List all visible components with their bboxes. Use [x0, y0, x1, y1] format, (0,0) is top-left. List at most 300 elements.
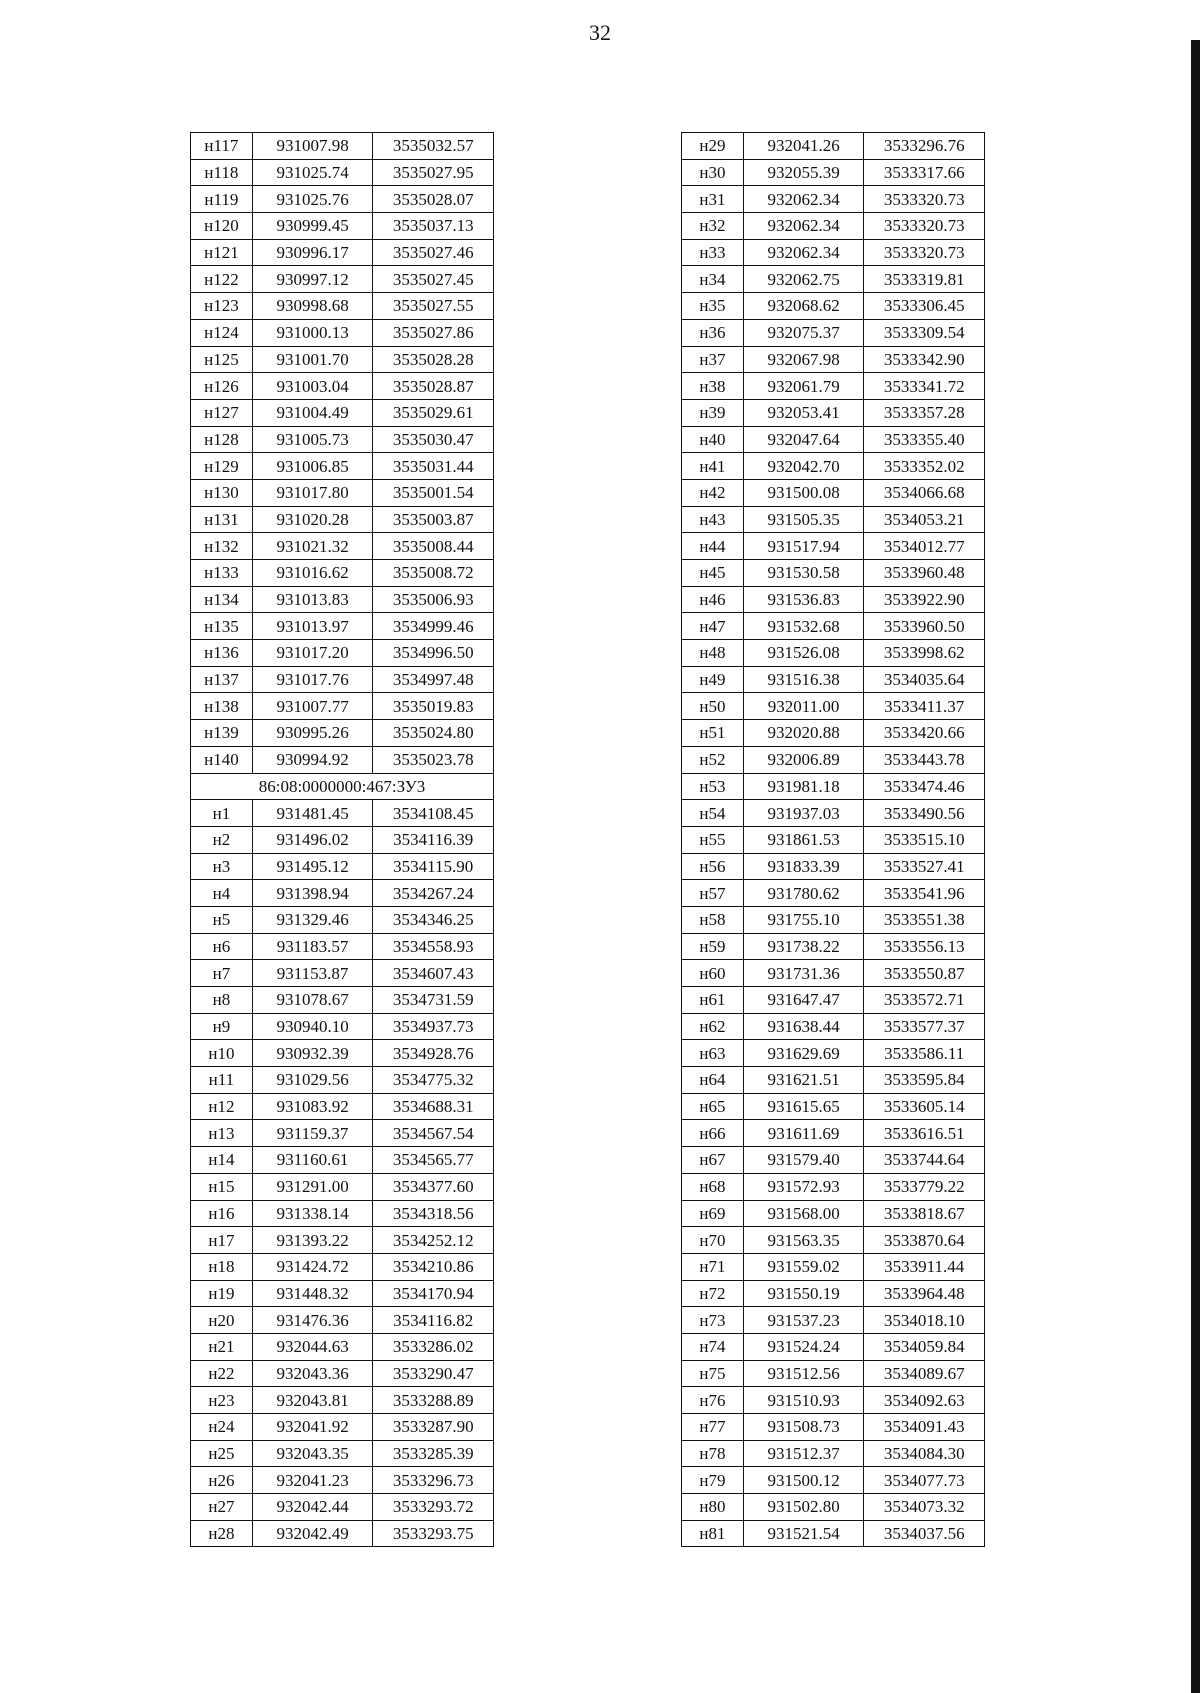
table-row	[191, 560, 494, 587]
y-coordinate-cell: 3533320.73	[864, 213, 985, 240]
x-coordinate-cell: 931937.03	[743, 800, 864, 827]
x-coordinate-cell: 931017.20	[252, 640, 373, 667]
x-coordinate-cell: 932043.81	[252, 1387, 373, 1414]
point-id-cell: н133	[191, 560, 253, 587]
table-row	[191, 1147, 494, 1174]
x-coordinate-cell: 932043.36	[252, 1360, 373, 1387]
point-id-cell: н43	[682, 506, 744, 533]
x-coordinate-cell: 931629.69	[743, 1040, 864, 1067]
table-row	[191, 426, 494, 453]
table-row	[682, 373, 985, 400]
point-id-cell: н48	[682, 640, 744, 667]
y-coordinate-cell: 3533960.48	[864, 560, 985, 587]
point-id-cell: н81	[682, 1520, 744, 1547]
y-coordinate-cell: 3533779.22	[864, 1173, 985, 1200]
point-id-cell: н130	[191, 479, 253, 506]
y-coordinate-cell: 3534170.94	[373, 1280, 494, 1307]
x-coordinate-cell: 931476.36	[252, 1307, 373, 1334]
y-coordinate-cell: 3533605.14	[864, 1093, 985, 1120]
point-id-cell: н44	[682, 533, 744, 560]
coordinates-table-right-body	[682, 133, 985, 1547]
x-coordinate-cell: 931833.39	[743, 853, 864, 880]
point-id-cell: н52	[682, 746, 744, 773]
y-coordinate-cell: 3533870.64	[864, 1227, 985, 1254]
x-coordinate-cell: 931160.61	[252, 1147, 373, 1174]
point-id-cell: н118	[191, 159, 253, 186]
x-coordinate-cell: 931006.85	[252, 453, 373, 480]
table-row	[191, 533, 494, 560]
y-coordinate-cell: 3535008.44	[373, 533, 494, 560]
point-id-cell: н38	[682, 373, 744, 400]
point-id-cell: н10	[191, 1040, 253, 1067]
point-id-cell: н33	[682, 239, 744, 266]
table-row	[191, 186, 494, 213]
y-coordinate-cell: 3533922.90	[864, 586, 985, 613]
y-coordinate-cell: 3533320.73	[864, 239, 985, 266]
point-id-cell: н75	[682, 1360, 744, 1387]
point-id-cell: н9	[191, 1013, 253, 1040]
y-coordinate-cell: 3533577.37	[864, 1013, 985, 1040]
x-coordinate-cell: 931398.94	[252, 880, 373, 907]
table-row	[682, 426, 985, 453]
table-row	[682, 1333, 985, 1360]
point-id-cell: н131	[191, 506, 253, 533]
point-id-cell: н18	[191, 1253, 253, 1280]
x-coordinate-cell: 932041.26	[743, 133, 864, 160]
point-id-cell: н125	[191, 346, 253, 373]
point-id-cell: н72	[682, 1280, 744, 1307]
point-id-cell: н123	[191, 293, 253, 320]
point-id-cell: н61	[682, 987, 744, 1014]
y-coordinate-cell: 3535023.78	[373, 746, 494, 773]
point-id-cell: н1	[191, 800, 253, 827]
y-coordinate-cell: 3535008.72	[373, 560, 494, 587]
x-coordinate-cell: 930940.10	[252, 1013, 373, 1040]
y-coordinate-cell: 3533411.37	[864, 693, 985, 720]
y-coordinate-cell: 3535003.87	[373, 506, 494, 533]
point-id-cell: н59	[682, 933, 744, 960]
y-coordinate-cell: 3534567.54	[373, 1120, 494, 1147]
table-row	[191, 266, 494, 293]
point-id-cell: н13	[191, 1120, 253, 1147]
x-coordinate-cell: 931526.08	[743, 640, 864, 667]
table-row	[682, 399, 985, 426]
section-header-row	[191, 773, 494, 800]
point-id-cell: н11	[191, 1067, 253, 1094]
x-coordinate-cell: 931424.72	[252, 1253, 373, 1280]
x-coordinate-cell: 931568.00	[743, 1200, 864, 1227]
x-coordinate-cell: 930932.39	[252, 1040, 373, 1067]
x-coordinate-cell: 931981.18	[743, 773, 864, 800]
point-id-cell: н60	[682, 960, 744, 987]
table-row	[191, 506, 494, 533]
y-coordinate-cell: 3533309.54	[864, 319, 985, 346]
point-id-cell: н40	[682, 426, 744, 453]
x-coordinate-cell: 932041.23	[252, 1467, 373, 1494]
x-coordinate-cell: 931013.83	[252, 586, 373, 613]
table-row	[191, 399, 494, 426]
y-coordinate-cell: 3535024.80	[373, 720, 494, 747]
y-coordinate-cell: 3534108.45	[373, 800, 494, 827]
y-coordinate-cell: 3533287.90	[373, 1414, 494, 1441]
point-id-cell: н69	[682, 1200, 744, 1227]
table-row	[191, 1467, 494, 1494]
point-id-cell: н23	[191, 1387, 253, 1414]
x-coordinate-cell: 931755.10	[743, 906, 864, 933]
table-row	[682, 1173, 985, 1200]
y-coordinate-cell: 3534089.67	[864, 1360, 985, 1387]
table-row	[682, 319, 985, 346]
y-coordinate-cell: 3533320.73	[864, 186, 985, 213]
x-coordinate-cell: 931861.53	[743, 826, 864, 853]
point-id-cell: н77	[682, 1414, 744, 1441]
table-row	[191, 159, 494, 186]
x-coordinate-cell: 931502.80	[743, 1494, 864, 1521]
y-coordinate-cell: 3535006.93	[373, 586, 494, 613]
y-coordinate-cell: 3534059.84	[864, 1333, 985, 1360]
x-coordinate-cell: 931647.47	[743, 987, 864, 1014]
y-coordinate-cell: 3533420.66	[864, 720, 985, 747]
table-row	[191, 213, 494, 240]
x-coordinate-cell: 931448.32	[252, 1280, 373, 1307]
table-row	[191, 1253, 494, 1280]
x-coordinate-cell: 931007.98	[252, 133, 373, 160]
table-row	[682, 133, 985, 160]
point-id-cell: н8	[191, 987, 253, 1014]
table-row	[682, 1520, 985, 1547]
y-coordinate-cell: 3533550.87	[864, 960, 985, 987]
table-row	[191, 479, 494, 506]
x-coordinate-cell: 931505.35	[743, 506, 864, 533]
table-row	[682, 560, 985, 587]
y-coordinate-cell: 3533341.72	[864, 373, 985, 400]
table-row	[682, 1147, 985, 1174]
table-row	[682, 666, 985, 693]
x-coordinate-cell: 931738.22	[743, 933, 864, 960]
point-id-cell: н70	[682, 1227, 744, 1254]
x-coordinate-cell: 931025.76	[252, 186, 373, 213]
table-row	[682, 1200, 985, 1227]
point-id-cell: н117	[191, 133, 253, 160]
x-coordinate-cell: 931016.62	[252, 560, 373, 587]
table-row	[191, 1520, 494, 1547]
point-id-cell: н17	[191, 1227, 253, 1254]
point-id-cell: н42	[682, 479, 744, 506]
table-row	[191, 1414, 494, 1441]
point-id-cell: н66	[682, 1120, 744, 1147]
y-coordinate-cell: 3533586.11	[864, 1040, 985, 1067]
x-coordinate-cell: 931508.73	[743, 1414, 864, 1441]
y-coordinate-cell: 3534116.39	[373, 826, 494, 853]
parcel-section-label: 86:08:0000000:467:ЗУ3	[191, 773, 494, 800]
x-coordinate-cell: 931516.38	[743, 666, 864, 693]
point-id-cell: н24	[191, 1414, 253, 1441]
x-coordinate-cell: 931183.57	[252, 933, 373, 960]
table-row	[191, 1227, 494, 1254]
point-id-cell: н68	[682, 1173, 744, 1200]
y-coordinate-cell: 3534091.43	[864, 1414, 985, 1441]
point-id-cell: н2	[191, 826, 253, 853]
y-coordinate-cell: 3535027.46	[373, 239, 494, 266]
x-coordinate-cell: 932020.88	[743, 720, 864, 747]
y-coordinate-cell: 3533818.67	[864, 1200, 985, 1227]
y-coordinate-cell: 3534775.32	[373, 1067, 494, 1094]
scan-edge-border	[1191, 40, 1200, 1693]
y-coordinate-cell: 3533572.71	[864, 987, 985, 1014]
point-id-cell: н25	[191, 1440, 253, 1467]
y-coordinate-cell: 3534092.63	[864, 1387, 985, 1414]
table-row	[191, 987, 494, 1014]
point-id-cell: н35	[682, 293, 744, 320]
y-coordinate-cell: 3534318.56	[373, 1200, 494, 1227]
point-id-cell: н19	[191, 1280, 253, 1307]
table-row	[682, 1494, 985, 1521]
point-id-cell: н21	[191, 1333, 253, 1360]
point-id-cell: н136	[191, 640, 253, 667]
table-row	[191, 1494, 494, 1521]
x-coordinate-cell: 931579.40	[743, 1147, 864, 1174]
table-row	[191, 346, 494, 373]
point-id-cell: н50	[682, 693, 744, 720]
y-coordinate-cell: 3535028.87	[373, 373, 494, 400]
table-row	[682, 213, 985, 240]
x-coordinate-cell: 931500.08	[743, 479, 864, 506]
y-coordinate-cell: 3535032.57	[373, 133, 494, 160]
point-id-cell: н53	[682, 773, 744, 800]
point-id-cell: н76	[682, 1387, 744, 1414]
x-coordinate-cell: 931537.23	[743, 1307, 864, 1334]
table-row	[682, 960, 985, 987]
y-coordinate-cell: 3534116.82	[373, 1307, 494, 1334]
x-coordinate-cell: 930998.68	[252, 293, 373, 320]
page-number: 32	[589, 20, 611, 45]
point-id-cell: н58	[682, 906, 744, 933]
x-coordinate-cell: 931020.28	[252, 506, 373, 533]
point-id-cell: н55	[682, 826, 744, 853]
y-coordinate-cell: 3534267.24	[373, 880, 494, 907]
y-coordinate-cell: 3533319.81	[864, 266, 985, 293]
table-row	[191, 1333, 494, 1360]
x-coordinate-cell: 931550.19	[743, 1280, 864, 1307]
point-id-cell: н127	[191, 399, 253, 426]
table-row	[682, 1253, 985, 1280]
x-coordinate-cell: 931083.92	[252, 1093, 373, 1120]
x-coordinate-cell: 932075.37	[743, 319, 864, 346]
table-row	[191, 1280, 494, 1307]
point-id-cell: н134	[191, 586, 253, 613]
x-coordinate-cell: 931517.94	[743, 533, 864, 560]
y-coordinate-cell: 3533541.96	[864, 880, 985, 907]
y-coordinate-cell: 3535027.55	[373, 293, 494, 320]
point-id-cell: н26	[191, 1467, 253, 1494]
table-row	[191, 293, 494, 320]
table-row	[191, 319, 494, 346]
y-coordinate-cell: 3534996.50	[373, 640, 494, 667]
table-row	[191, 586, 494, 613]
x-coordinate-cell: 932062.75	[743, 266, 864, 293]
y-coordinate-cell: 3533490.56	[864, 800, 985, 827]
point-id-cell: н27	[191, 1494, 253, 1521]
table-row	[191, 960, 494, 987]
x-coordinate-cell: 931078.67	[252, 987, 373, 1014]
x-coordinate-cell: 932043.35	[252, 1440, 373, 1467]
table-row	[682, 1040, 985, 1067]
y-coordinate-cell: 3533288.89	[373, 1387, 494, 1414]
table-row	[191, 239, 494, 266]
table-row	[682, 720, 985, 747]
y-coordinate-cell: 3533443.78	[864, 746, 985, 773]
y-coordinate-cell: 3533306.45	[864, 293, 985, 320]
point-id-cell: н129	[191, 453, 253, 480]
y-coordinate-cell: 3533290.47	[373, 1360, 494, 1387]
x-coordinate-cell: 930996.17	[252, 239, 373, 266]
x-coordinate-cell: 932042.44	[252, 1494, 373, 1521]
y-coordinate-cell: 3533293.75	[373, 1520, 494, 1547]
y-coordinate-cell: 3533551.38	[864, 906, 985, 933]
point-id-cell: н46	[682, 586, 744, 613]
point-id-cell: н67	[682, 1147, 744, 1174]
point-id-cell: н65	[682, 1093, 744, 1120]
table-row	[191, 800, 494, 827]
y-coordinate-cell: 3535031.44	[373, 453, 494, 480]
table-row	[682, 159, 985, 186]
y-coordinate-cell: 3534997.48	[373, 666, 494, 693]
table-row	[191, 133, 494, 160]
table-row	[682, 186, 985, 213]
point-id-cell: н49	[682, 666, 744, 693]
table-row	[191, 853, 494, 880]
y-coordinate-cell: 3534565.77	[373, 1147, 494, 1174]
y-coordinate-cell: 3534928.76	[373, 1040, 494, 1067]
point-id-cell: н80	[682, 1494, 744, 1521]
table-row	[682, 640, 985, 667]
y-coordinate-cell: 3533352.02	[864, 453, 985, 480]
point-id-cell: н7	[191, 960, 253, 987]
x-coordinate-cell: 931153.87	[252, 960, 373, 987]
x-coordinate-cell: 931572.93	[743, 1173, 864, 1200]
table-row	[682, 800, 985, 827]
table-row	[682, 1467, 985, 1494]
table-row	[682, 1227, 985, 1254]
x-coordinate-cell: 932053.41	[743, 399, 864, 426]
table-row	[191, 666, 494, 693]
y-coordinate-cell: 3533474.46	[864, 773, 985, 800]
table-row	[682, 1307, 985, 1334]
point-id-cell: н135	[191, 613, 253, 640]
point-id-cell: н128	[191, 426, 253, 453]
x-coordinate-cell: 932044.63	[252, 1333, 373, 1360]
y-coordinate-cell: 3534073.32	[864, 1494, 985, 1521]
table-row	[682, 239, 985, 266]
y-coordinate-cell: 3533296.76	[864, 133, 985, 160]
point-id-cell: н132	[191, 533, 253, 560]
table-row	[191, 693, 494, 720]
table-row	[191, 1120, 494, 1147]
table-row	[682, 880, 985, 907]
y-coordinate-cell: 3533556.13	[864, 933, 985, 960]
x-coordinate-cell: 930999.45	[252, 213, 373, 240]
table-row	[682, 613, 985, 640]
table-row	[191, 613, 494, 640]
y-coordinate-cell: 3535037.13	[373, 213, 494, 240]
y-coordinate-cell: 3533595.84	[864, 1067, 985, 1094]
point-id-cell: н45	[682, 560, 744, 587]
x-coordinate-cell: 931025.74	[252, 159, 373, 186]
table-row	[191, 1013, 494, 1040]
point-id-cell: н71	[682, 1253, 744, 1280]
y-coordinate-cell: 3534037.56	[864, 1520, 985, 1547]
point-id-cell: н37	[682, 346, 744, 373]
x-coordinate-cell: 931496.02	[252, 826, 373, 853]
y-coordinate-cell: 3534012.77	[864, 533, 985, 560]
y-coordinate-cell: 3534053.21	[864, 506, 985, 533]
y-coordinate-cell: 3533744.64	[864, 1147, 985, 1174]
point-id-cell: н3	[191, 853, 253, 880]
point-id-cell: н74	[682, 1333, 744, 1360]
point-id-cell: н63	[682, 1040, 744, 1067]
table-row	[682, 533, 985, 560]
point-id-cell: н138	[191, 693, 253, 720]
x-coordinate-cell: 932042.70	[743, 453, 864, 480]
x-coordinate-cell: 931780.62	[743, 880, 864, 907]
table-row	[191, 746, 494, 773]
point-id-cell: н120	[191, 213, 253, 240]
y-coordinate-cell: 3534115.90	[373, 853, 494, 880]
table-row	[191, 933, 494, 960]
point-id-cell: н139	[191, 720, 253, 747]
y-coordinate-cell: 3534035.64	[864, 666, 985, 693]
y-coordinate-cell: 3533960.50	[864, 613, 985, 640]
table-row	[682, 586, 985, 613]
y-coordinate-cell: 3534077.73	[864, 1467, 985, 1494]
table-row	[682, 479, 985, 506]
y-coordinate-cell: 3533286.02	[373, 1333, 494, 1360]
y-coordinate-cell: 3533355.40	[864, 426, 985, 453]
x-coordinate-cell: 931495.12	[252, 853, 373, 880]
point-id-cell: н4	[191, 880, 253, 907]
table-row	[682, 293, 985, 320]
point-id-cell: н79	[682, 1467, 744, 1494]
x-coordinate-cell: 931338.14	[252, 1200, 373, 1227]
table-row	[191, 453, 494, 480]
point-id-cell: н5	[191, 906, 253, 933]
point-id-cell: н36	[682, 319, 744, 346]
y-coordinate-cell: 3533357.28	[864, 399, 985, 426]
point-id-cell: н15	[191, 1173, 253, 1200]
x-coordinate-cell: 931017.80	[252, 479, 373, 506]
y-coordinate-cell: 3535001.54	[373, 479, 494, 506]
y-coordinate-cell: 3534377.60	[373, 1173, 494, 1200]
x-coordinate-cell: 931004.49	[252, 399, 373, 426]
y-coordinate-cell: 3533998.62	[864, 640, 985, 667]
coordinates-table-right	[681, 132, 985, 1547]
x-coordinate-cell: 931001.70	[252, 346, 373, 373]
x-coordinate-cell: 931559.02	[743, 1253, 864, 1280]
x-coordinate-cell: 931291.00	[252, 1173, 373, 1200]
point-id-cell: н20	[191, 1307, 253, 1334]
x-coordinate-cell: 932047.64	[743, 426, 864, 453]
table-row	[682, 933, 985, 960]
point-id-cell: н14	[191, 1147, 253, 1174]
point-id-cell: н119	[191, 186, 253, 213]
point-id-cell: н6	[191, 933, 253, 960]
point-id-cell: н28	[191, 1520, 253, 1547]
table-row	[191, 1067, 494, 1094]
point-id-cell: н57	[682, 880, 744, 907]
table-row	[682, 453, 985, 480]
x-coordinate-cell: 932061.79	[743, 373, 864, 400]
table-row	[682, 1067, 985, 1094]
